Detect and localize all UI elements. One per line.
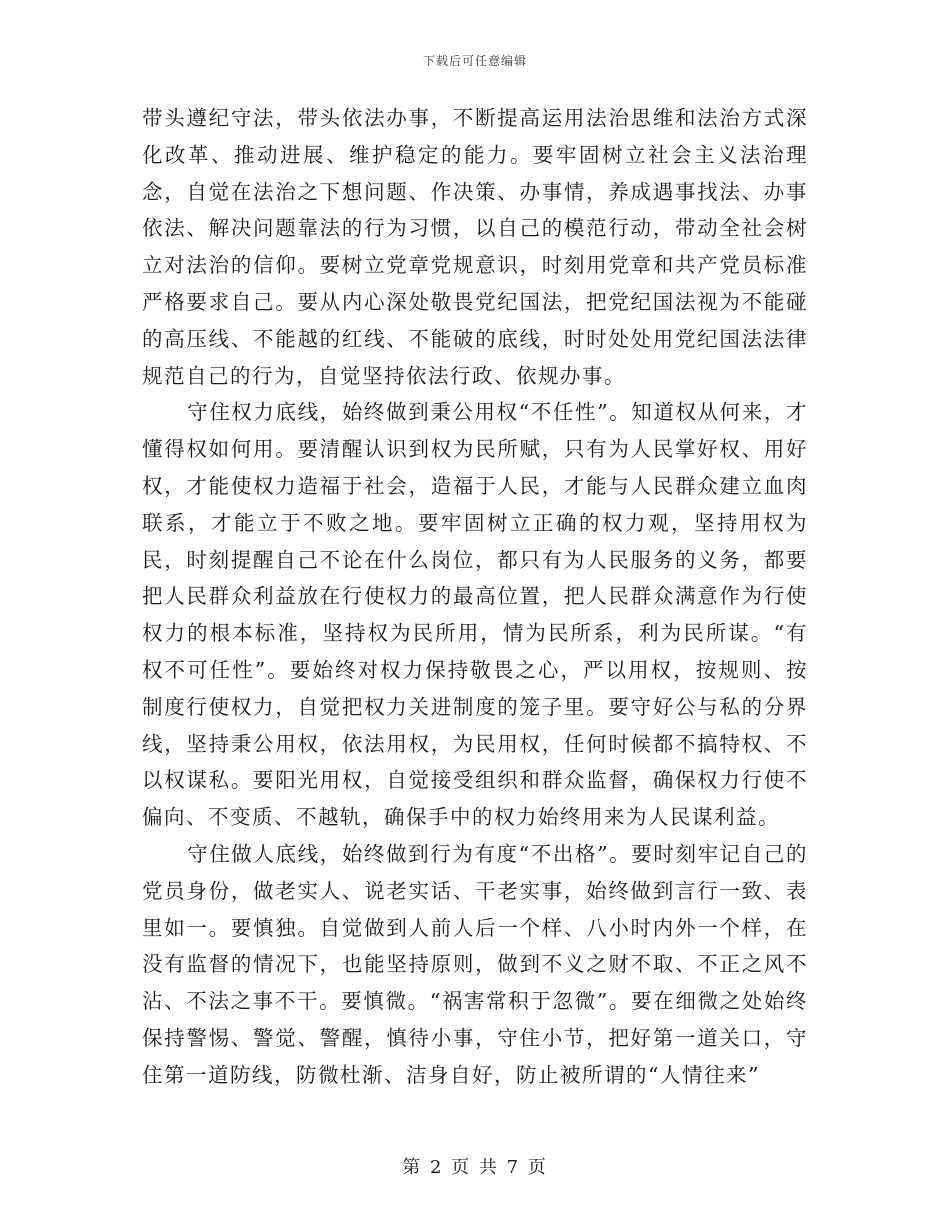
- page-header-note: 下载后可任意编辑: [422, 54, 527, 68]
- document-body: [142, 100, 808, 1094]
- paragraph-3: 守住做人底线，始终做到行为有度“不出格”。要时刻牢记自己的党员身份，做老实人、说老实话、干老实事，始终做到言行一致、表里如一。要慎独。自觉做到人前人后一个样、八小时内外一个样，在没有监督的情况下，也能坚持原则，做到不义之财不取、不正之风不沾、不法之事不干。要慎微。“祸害常积于忽微”。要在细微之处始终保持警惕、警觉、警醒，慎待小事，守住小节，把好第一道关口，守住第一道防线，防微杜渐、洁身自好，防止被所谓的“人情往来”: [142, 841, 808, 1087]
- paragraph-1: 带头遵纪守法，带头依法办事，不断提高运用法治思维和法治方式深化改革、推动进展、维护稳定的能力。要牢固树立社会主义法治理念，自觉在法治之下想问题、作决策、办事情，养成遇事找法、办事依法、解决问题靠法的行为习惯，以自己的模范行动，带动全社会树立对法治的信仰。要树立党章党规意识，时刻用党章和共产党员标准严格要求自己。要从内心深处敬畏党纪国法，把党纪国法视为不能碰的高压线、不能越的红线、不能破的底线，时时处处用党纪国法法律规范自己的行为，自觉坚持依法行政、依规办事。: [142, 106, 808, 388]
- page-number: 第 2 页 共 7 页: [402, 1157, 548, 1178]
- paragraph-2: 守住权力底线，始终做到秉公用权“不任性”。知道权从何来，才懂得权如何用。要清醒认识到权为民所赋，只有为人民掌好权、用好权，才能使权力造福于社会，造福于人民，才能与人民群众建立血肉联系，才能立于不败之地。要牢固树立正确的权力观，坚持用权为民，时刻提醒自己不论在什么岗位，都只有为人民服务的义务，都要把人民群众利益放在行使权力的最高位置，把人民群众满意作为行使权力的根本标准，坚持权为民所用，情为民所系，利为民所谋。“有权不可任性”。要始终对权力保持敬畏之心，严以用权，按规则、按制度行使权力，自觉把权力关进制度的笼子里。要守好公与私的分界线，坚持秉公用权，依法用权，为民用权，任何时候都不搞特权、不以权谋私。要阳光用权，自觉接受组织和群众监督，确保权力行使不偏向、不变质、不越轨，确保手中的权力始终用来为人民谋利益。: [142, 400, 808, 830]
